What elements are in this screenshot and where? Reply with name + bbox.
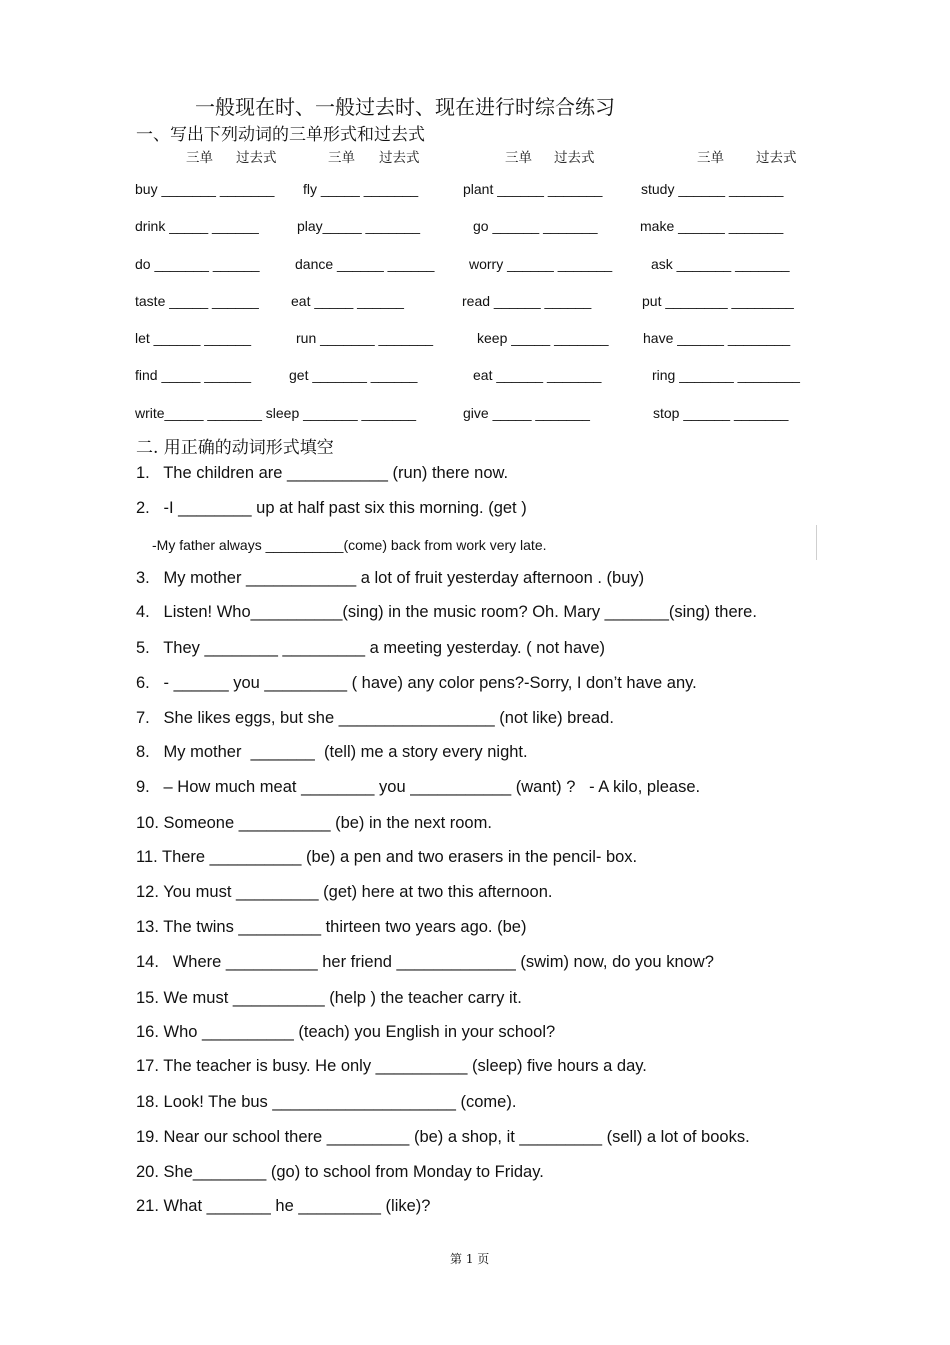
question-19: 19. Near our school there _________ (be) a shop, it _________ (sell) a lot of books. [136, 1128, 750, 1146]
question-20: 20. She________ (go) to school from Monday to Friday. [136, 1163, 544, 1181]
verb-cell: buy _______ _______ [135, 181, 275, 197]
col-label-third-person-4: 三单 [697, 150, 724, 166]
verb-cell: dance ______ ______ [295, 256, 435, 272]
verb-cell: taste _____ ______ [135, 293, 259, 309]
question-12: 12. You must _________ (get) here at two this afternoon. [136, 883, 553, 901]
verb-cell: give _____ _______ [463, 405, 590, 421]
question-3: 3. My mother ____________ a lot of fruit yesterday afternoon . (buy) [136, 569, 645, 587]
page-title: 一般现在时、一般过去时、现在进行时综合练习 [195, 95, 615, 119]
verb-cell: go ______ _______ [473, 218, 598, 234]
section1-heading: 一、写出下列动词的三单形式和过去式 [136, 125, 425, 145]
verb-cell: let ______ ______ [135, 330, 251, 346]
verb-cell: make ______ _______ [640, 218, 784, 234]
question-8: 8. My mother _______ (tell) me a story every night. [136, 743, 528, 761]
question-2-sub: -My father always __________(come) back from work very late. [152, 537, 547, 553]
verb-cell: run _______ _______ [296, 330, 434, 346]
verb-cell: eat ______ _______ [473, 367, 602, 383]
verb-cell: plant ______ _______ [463, 181, 603, 197]
verb-cell: get _______ ______ [289, 367, 418, 383]
question-1: 1. The children are ___________ (run) there now. [136, 464, 509, 482]
col-label-third-person-3: 三单 [505, 150, 532, 166]
verb-cell: write_____ _______ sleep _______ _______ [135, 405, 417, 421]
question-4: 4. Listen! Who__________(sing) in the music room? Oh. Mary _______(sing) there. [136, 603, 757, 621]
verb-cell: stop ______ _______ [653, 405, 789, 421]
question-15: 15. We must __________ (help ) the teacher carry it. [136, 989, 522, 1007]
verb-cell: have ______ ________ [643, 330, 791, 346]
verb-cell: worry ______ _______ [469, 256, 613, 272]
question-5: 5. They ________ _________ a meeting yesterday. ( not have) [136, 639, 606, 657]
question-6: 6. - ______ you _________ ( have) any color pens?-Sorry, I don’t have any. [136, 674, 697, 692]
col-label-past-1: 过去式 [236, 150, 277, 166]
section2-heading: 二. 用正确的动词形式填空 [136, 438, 334, 458]
question-13: 13. The twins _________ thirteen two years ago. (be) [136, 918, 527, 936]
col-label-past-2: 过去式 [379, 150, 420, 166]
verb-cell: keep _____ _______ [477, 330, 609, 346]
question-14: 14. Where __________ her friend _____________ (swim) now, do you know? [136, 953, 714, 971]
col-label-past-4: 过去式 [756, 150, 797, 166]
verb-cell: read ______ ______ [462, 293, 592, 309]
question-9: 9. – How much meat ________ you ___________ (want) ? - A kilo, please. [136, 778, 701, 796]
col-label-third-person-1: 三单 [186, 150, 213, 166]
verb-cell: find _____ ______ [135, 367, 251, 383]
verb-cell: ring _______ ________ [652, 367, 800, 383]
verb-cell: eat _____ ______ [291, 293, 404, 309]
page-number: 第 1 页 [450, 1252, 490, 1266]
question-16: 16. Who __________ (teach) you English in your school? [136, 1023, 556, 1041]
question-2: 2. -I ________ up at half past six this morning. (get ) [136, 499, 527, 517]
question-10: 10. Someone __________ (be) in the next room. [136, 814, 492, 832]
col-label-past-3: 过去式 [554, 150, 595, 166]
question-17: 17. The teacher is busy. He only __________ (sleep) five hours a day. [136, 1057, 647, 1075]
verb-cell: ask _______ _______ [651, 256, 790, 272]
question-7: 7. She likes eggs, but she _________________ (not like) bread. [136, 709, 614, 727]
question-11: 11. There __________ (be) a pen and two erasers in the pencil- box. [136, 848, 638, 866]
margin-mark [816, 525, 817, 560]
verb-cell: drink _____ ______ [135, 218, 259, 234]
question-18: 18. Look! The bus ____________________ (come). [136, 1093, 517, 1111]
verb-cell: study ______ _______ [641, 181, 784, 197]
verb-cell: do _______ ______ [135, 256, 260, 272]
verb-cell: fly _____ _______ [303, 181, 419, 197]
question-21: 21. What _______ he _________ (like)? [136, 1197, 431, 1215]
verb-cell: put ________ ________ [642, 293, 794, 309]
verb-cell: play_____ _______ [297, 218, 421, 234]
col-label-third-person-2: 三单 [328, 150, 355, 166]
